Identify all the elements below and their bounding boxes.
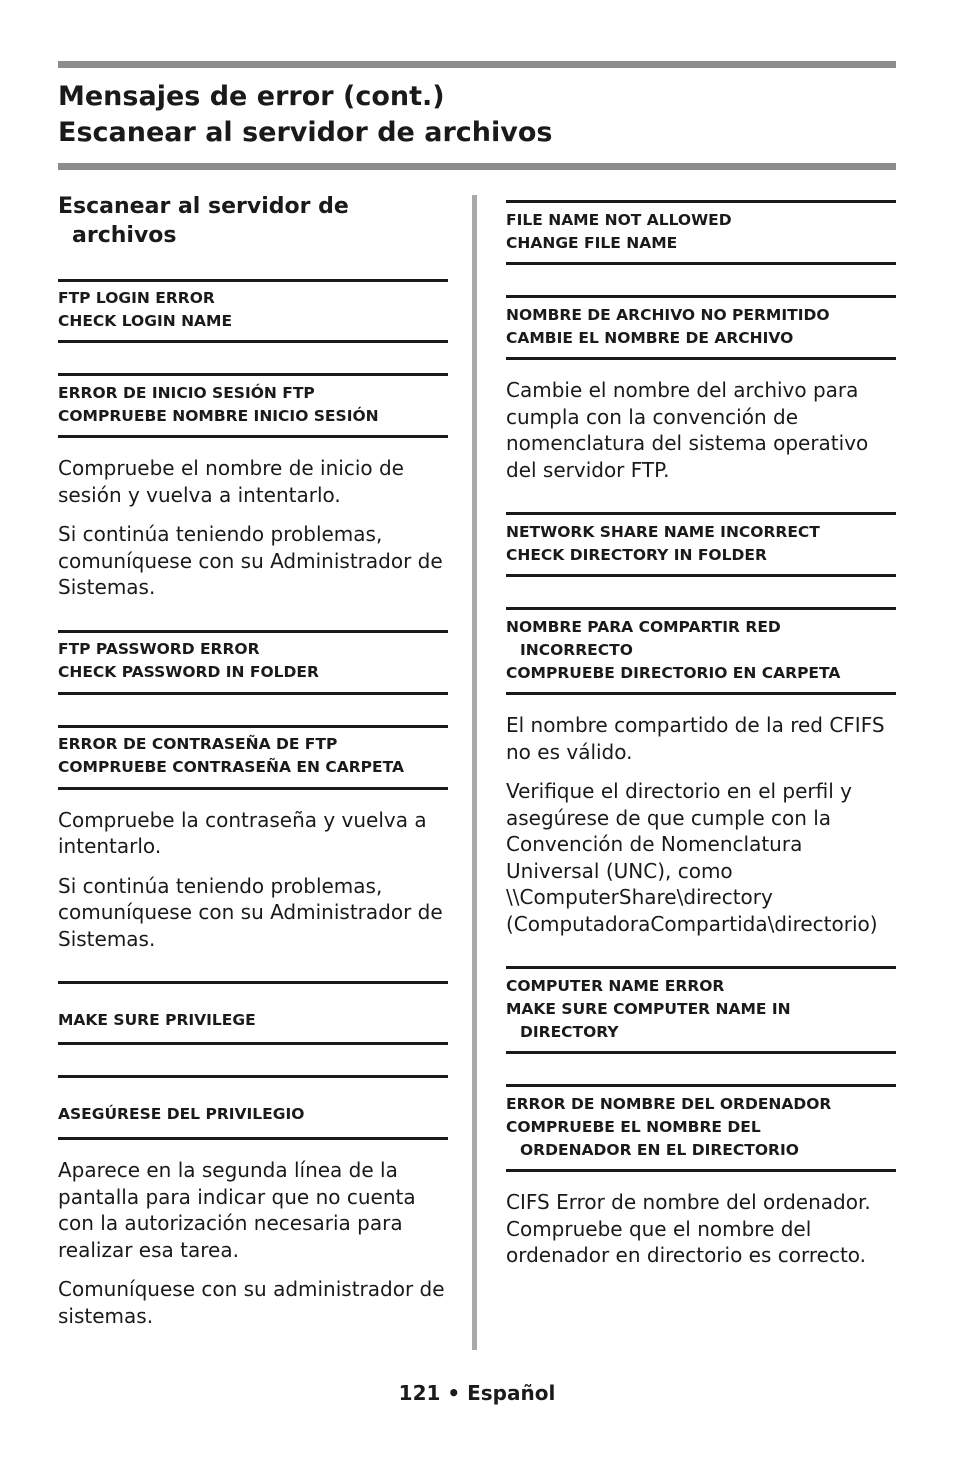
error-message-line: CAMBIE EL NOMBRE DE ARCHIVO	[506, 328, 794, 347]
description-text: CIFS Error de nombre del ordenador. Compruebe que el nombre del ordenador en directorio es correcto.	[506, 1190, 871, 1267]
description-text: El nombre compartido de la red CFIFS no es válido.	[506, 713, 885, 764]
error-message-compartir-red	[506, 607, 896, 695]
error-message-nombre-ordenador	[506, 1084, 896, 1172]
right-column	[506, 190, 896, 1269]
description-text: Aparece en la segunda línea de la pantalla para indicar que no cuenta con la autorización necesaria para realizar esa tarea.	[58, 1158, 416, 1262]
error-message-ftp-password	[58, 630, 448, 695]
error-message-line: FILE NAME NOT ALLOWED	[506, 210, 732, 229]
error-message-make-sure-privilege	[58, 981, 448, 1045]
description-text: Compruebe la contraseña y vuelva a intentarlo.	[58, 807, 427, 858]
error-message-network-share	[506, 512, 896, 577]
page-title-line-2: Escanear al servidor de archivos	[58, 117, 553, 148]
description-text: Si continúa teniendo problemas, comuníquese con su Administrador de Sistemas.	[58, 873, 443, 951]
error-message-line: MAKE SURE PRIVILEGE	[58, 1010, 256, 1029]
error-message-line: MAKE SURE COMPUTER NAME IN	[506, 999, 791, 1018]
page-title	[58, 79, 553, 151]
error-message-line: COMPRUEBE DIRECTORIO EN CARPETA	[506, 663, 841, 682]
description-text: Verifique el directorio en el perfil y asegúrese de que cumple con la Convención de Nomenclatura Universal (UNC), como \\ComputerShare\directory (ComputadoraCompartida\directorio)	[506, 779, 878, 936]
section-title: Escanear al servidor de archivos	[58, 194, 349, 248]
header-rule-bottom	[58, 163, 896, 170]
error-message-line: ERROR DE INICIO SESIÓN FTP	[58, 383, 315, 402]
header-rule-top	[58, 61, 896, 68]
error-message-asegurese-privilegio	[58, 1075, 448, 1140]
description-text: Si continúa teniendo problemas, comuníquese con su Administrador de Sistemas.	[58, 522, 443, 599]
error-message-line: CHECK LOGIN NAME	[58, 312, 233, 330]
error-message-line: NETWORK SHARE NAME INCORRECT	[506, 522, 820, 541]
error-message-line: CHECK PASSWORD IN FOLDER	[58, 663, 319, 681]
error-message-inicio-sesion	[58, 373, 448, 438]
error-message-nombre-archivo	[506, 295, 896, 360]
error-message-line: ORDENADOR EN EL DIRECTORIO	[520, 1140, 799, 1159]
column-divider	[472, 195, 477, 1350]
error-message-line: NOMBRE PARA COMPARTIR RED	[506, 617, 781, 636]
page-footer: 121 • Español	[398, 1381, 556, 1405]
description-text: Cambie el nombre del archivo para cumpla con la convención de nomenclatura del sistema operativo del servidor FTP.	[506, 378, 869, 482]
error-message-line: ASEGÚRESE DEL PRIVILEGIO	[58, 1105, 305, 1123]
error-message-contrasena	[58, 725, 448, 790]
error-message-line: NOMBRE DE ARCHIVO NO PERMITIDO	[506, 305, 830, 324]
error-message-line: COMPUTER NAME ERROR	[506, 976, 725, 995]
page-title-line-1: Mensajes de error (cont.)	[58, 81, 445, 112]
error-message-line: FTP PASSWORD ERROR	[58, 640, 260, 658]
error-message-ftp-login	[58, 279, 448, 343]
error-message-line: COMPRUEBE NOMBRE INICIO SESIÓN	[58, 406, 379, 425]
description-text: Compruebe el nombre de inicio de sesión y vuelva a intentarlo.	[58, 456, 404, 507]
error-message-line: CHANGE FILE NAME	[506, 233, 678, 252]
error-message-line: ERROR DE NOMBRE DEL ORDENADOR	[506, 1094, 832, 1113]
error-message-line: ERROR DE CONTRASEÑA DE FTP	[58, 735, 338, 753]
error-message-computer-name	[506, 966, 896, 1054]
error-message-line: COMPRUEBE EL NOMBRE DEL	[506, 1117, 761, 1136]
left-column	[58, 190, 448, 1329]
description-text: Comuníquese con su administrador de sistemas.	[58, 1277, 445, 1328]
error-message-line: COMPRUEBE CONTRASEÑA EN CARPETA	[58, 758, 404, 776]
error-message-line: INCORRECTO	[520, 640, 633, 659]
error-message-file-name-not-allowed	[506, 200, 896, 265]
error-message-line: DIRECTORY	[520, 1022, 619, 1041]
error-message-line: CHECK DIRECTORY IN FOLDER	[506, 545, 767, 564]
error-message-line: FTP LOGIN ERROR	[58, 289, 215, 307]
